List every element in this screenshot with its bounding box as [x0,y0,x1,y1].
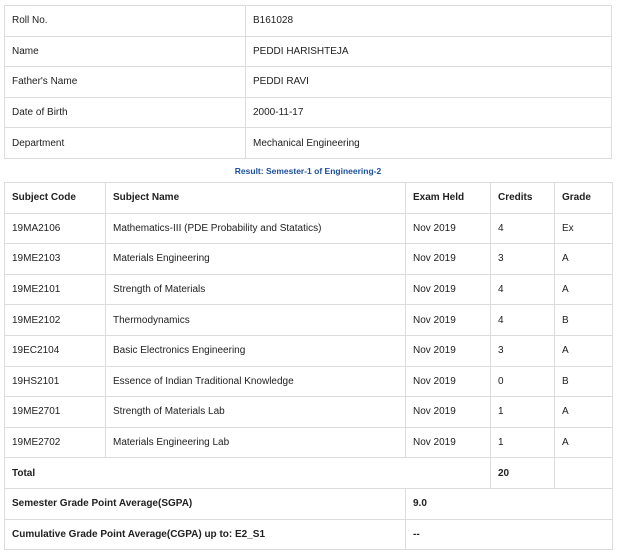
subject-name: Basic Electronics Engineering [106,335,406,366]
exam-held: Nov 2019 [406,366,491,397]
subject-name: Mathematics-III (PDE Probability and Statatics) [106,213,406,244]
grade: A [555,274,613,305]
total-credits: 20 [491,458,555,489]
info-value: 2000-11-17 [246,97,612,128]
info-value: PEDDI HARISHTEJA [246,36,612,67]
table-row [5,366,613,397]
subject-code: 19ME2102 [5,305,106,336]
credits: 3 [491,244,555,275]
grade: B [555,366,613,397]
table-row [5,397,613,428]
table-row [5,244,613,275]
subject-name: Materials Engineering Lab [106,427,406,458]
table-row [5,213,613,244]
total-row [5,458,613,489]
subject-code: 19MA2106 [5,213,106,244]
col-header-subject-code: Subject Code [5,183,106,214]
info-value: Mechanical Engineering [246,128,612,159]
info-value: B161028 [246,6,612,37]
subject-code: 19ME2702 [5,427,106,458]
table-row [5,305,613,336]
exam-held: Nov 2019 [406,427,491,458]
info-label: Father's Name [5,67,246,98]
result-table [4,182,613,550]
info-row-name [5,36,612,67]
col-header-exam-held: Exam Held [406,183,491,214]
table-row [5,274,613,305]
cgpa-row [5,519,613,550]
total-grade-empty [555,458,613,489]
table-row [5,427,613,458]
subject-code: 19HS2101 [5,366,106,397]
info-row-roll-no [5,6,612,37]
grade: Ex [555,213,613,244]
exam-held: Nov 2019 [406,305,491,336]
info-row-date-of-birth [5,97,612,128]
info-label: Department [5,128,246,159]
grade: A [555,244,613,275]
table-row [5,335,613,366]
col-header-grade: Grade [555,183,613,214]
total-label: Total [5,458,491,489]
subject-code: 19ME2701 [5,397,106,428]
info-label: Roll No. [5,6,246,37]
subject-code: 19ME2103 [5,244,106,275]
grade: A [555,427,613,458]
subject-name: Strength of Materials Lab [106,397,406,428]
sgpa-value: 9.0 [406,488,613,519]
sgpa-row [5,488,613,519]
credits: 4 [491,274,555,305]
info-row-department [5,128,612,159]
cgpa-value: -- [406,519,613,550]
subject-name: Materials Engineering [106,244,406,275]
credits: 4 [491,305,555,336]
credits: 4 [491,213,555,244]
info-label: Date of Birth [5,97,246,128]
credits: 1 [491,397,555,428]
cgpa-label: Cumulative Grade Point Average(CGPA) up to: E2_S1 [5,519,406,550]
result-title: Result: Semester-1 of Engineering-2 [234,166,382,176]
result-header-row [5,183,613,214]
subject-name: Thermodynamics [106,305,406,336]
info-value: PEDDI RAVI [246,67,612,98]
student-info-table [4,5,612,159]
subject-name: Strength of Materials [106,274,406,305]
col-header-credits: Credits [491,183,555,214]
credits: 3 [491,335,555,366]
grade: A [555,335,613,366]
sgpa-label: Semester Grade Point Average(SGPA) [5,488,406,519]
col-header-subject-name: Subject Name [106,183,406,214]
subject-name: Essence of Indian Traditional Knowledge [106,366,406,397]
subject-code: 19EC2104 [5,335,106,366]
subject-code: 19ME2101 [5,274,106,305]
info-label: Name [5,36,246,67]
grade: B [555,305,613,336]
exam-held: Nov 2019 [406,213,491,244]
info-row-fathers-name [5,67,612,98]
exam-held: Nov 2019 [406,397,491,428]
credits: 1 [491,427,555,458]
exam-held: Nov 2019 [406,274,491,305]
credits: 0 [491,366,555,397]
grade: A [555,397,613,428]
exam-held: Nov 2019 [406,244,491,275]
exam-held: Nov 2019 [406,335,491,366]
